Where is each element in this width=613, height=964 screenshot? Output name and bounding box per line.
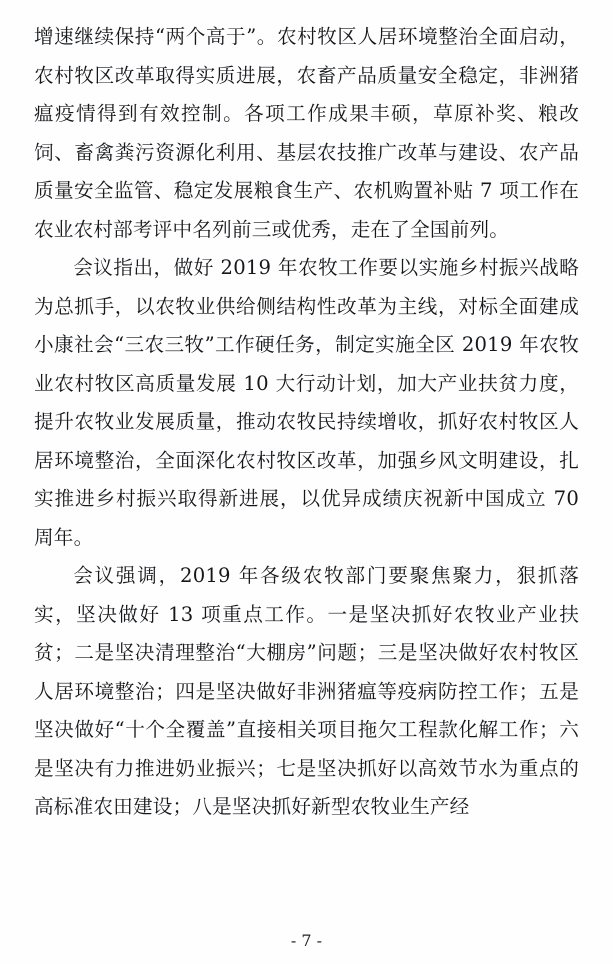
paragraph-2: 会议指出，做好 2019 年农牧工作要以实施乡村振兴战略为总抓手，以农牧业供给侧结构性改革为主线，对标全面建成小康社会“三农三牧”工作硬任务，制定实施全区 2019 年农牧业农村牧区高质量发展 10 大行动计划，加大产业扶贫力度，提升农牧业发展质量，推动农牧民持续增收，抓好农村牧区人居环境整治，全面深化农村牧区改革，加强乡风文明建设，扎实推进乡村振兴取得新进展，以优异成绩庆祝新中国成立 70 周年。: [34, 256, 579, 549]
document-body: [34, 18, 579, 827]
paragraph-3: 会议强调，2019 年各级农牧部门要聚焦聚力，狠抓落实，坚决做好 13 项重点工作。一是坚决抓好农牧业产业扶贫；二是坚决清理整治“大棚房”问题；三是坚决做好农村牧区人居环境整治；四是坚决做好非洲猪瘟等疫病防控工作；五是坚决做好“十个全覆盖”直接相关项目拖欠工程款化解工作；六是坚决有力推进奶业振兴；七是坚决抓好以高效节水为重点的高标准农田建设；八是坚决抓好新型农牧业生产经: [34, 564, 579, 818]
page-number: - 7 -: [290, 931, 323, 950]
paragraph-1: 增速继续保持“两个高于”。农村牧区人居环境整治全面启动，农村牧区改革取得实质进展，农畜产品质量安全稳定，非洲猪瘟疫情得到有效控制。各项工作成果丰硕，草原补奖、粮改饲、畜禽粪污资源化利用、基层农技推广改革与建设、农产品质量安全监管、稳定发展粮食生产、农机购置补贴 7 项工作在农业农村部考评中名列前三或优秀，走在了全国前列。: [34, 25, 579, 241]
